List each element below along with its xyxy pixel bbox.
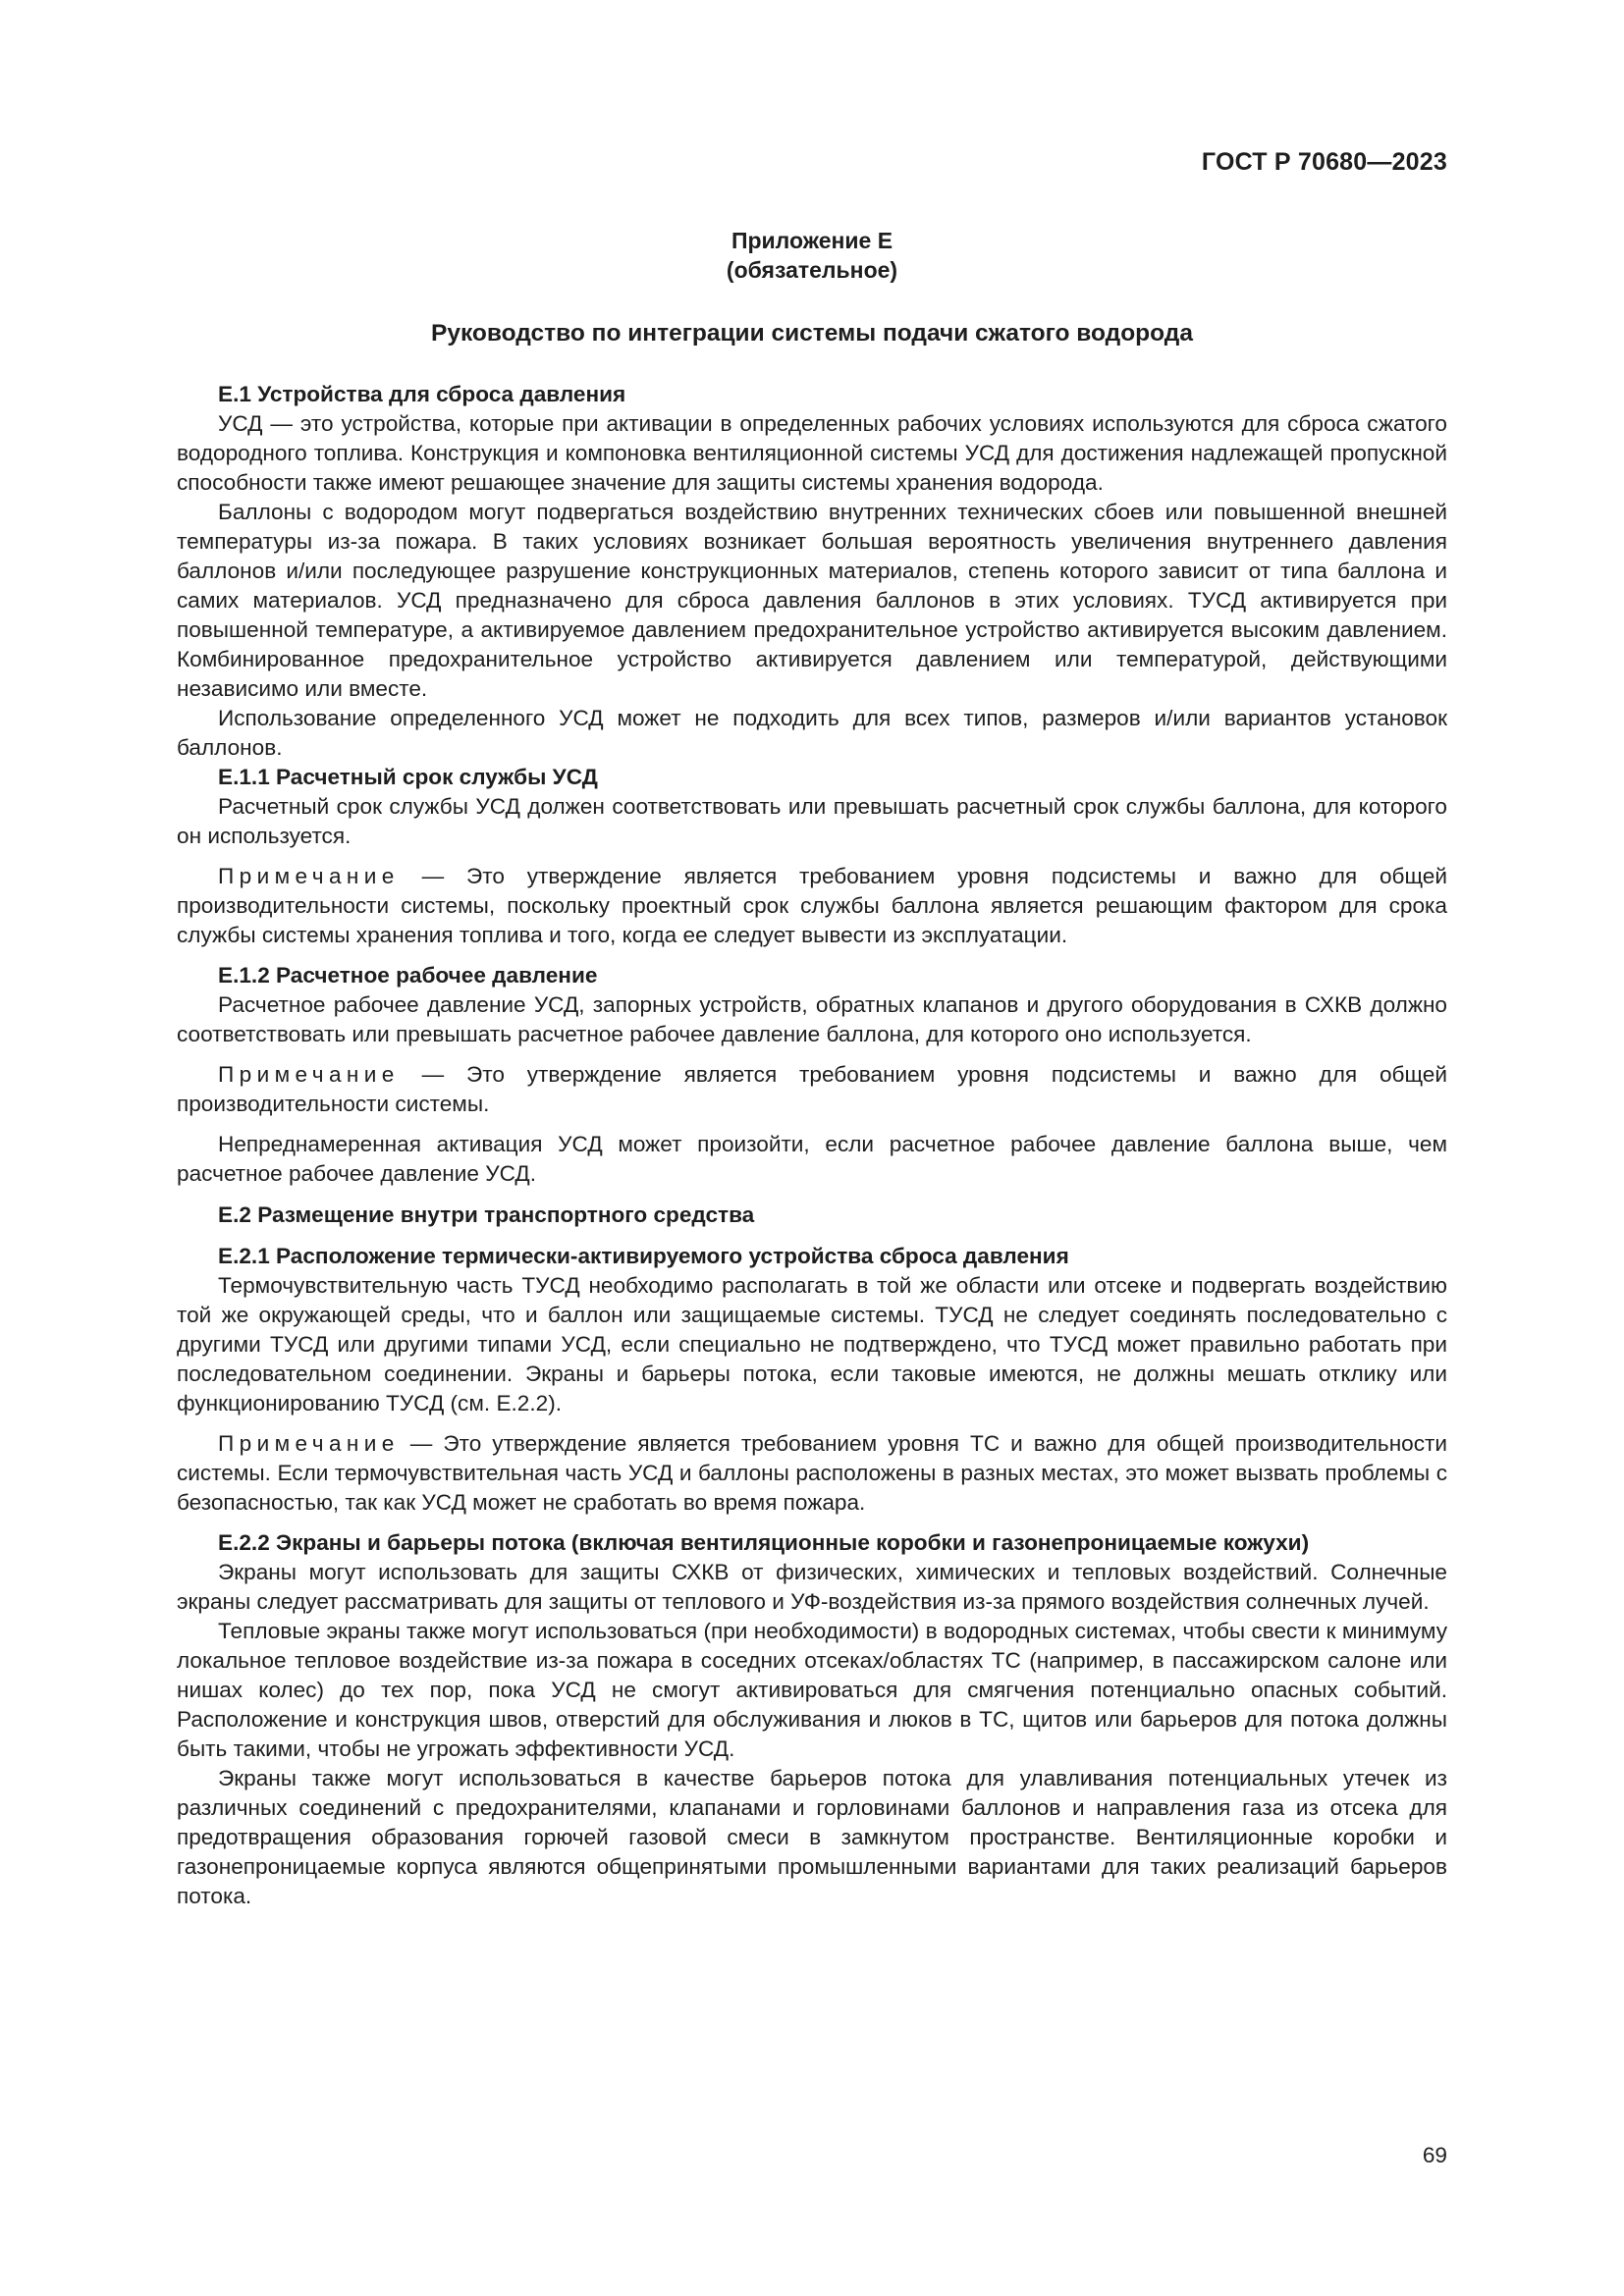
section-heading-e21: Е.2.1 Расположение термически-активируемого устройства сброса давления xyxy=(218,1244,1069,1268)
paragraph-e12-1: Расчетное рабочее давление УСД, запорных устройств, обратных клапанов и другого оборудования в СХКВ должно соответствовать или превышать расчетное рабочее давление баллона, для которого оно используется. xyxy=(177,992,1447,1046)
page-content xyxy=(177,226,1447,1911)
note-text: — Это утверждение является требованием уровня ТС и важно для общей производительности системы. Если термочувствительная часть УСД и баллоны расположены в разных местах, это может вызвать проблемы с безопасностью, так как УСД может не сработать во время пожара. xyxy=(177,1431,1447,1515)
note-label: Примечание xyxy=(218,1062,400,1087)
paragraph-e12-2: Непреднамеренная активация УСД может произойти, если расчетное рабочее давление баллона выше, чем расчетное рабочее давление УСД. xyxy=(177,1132,1447,1186)
note-text: — Это утверждение является требованием уровня подсистемы и важно для общей производительности системы, поскольку проектный срок службы баллона является решающим фактором для срока службы системы хранения топлива и того, когда ее следует вывести из эксплуатации. xyxy=(177,864,1447,947)
section-heading-e1: Е.1 Устройства для сброса давления xyxy=(218,382,626,406)
section-heading-e12: Е.1.2 Расчетное рабочее давление xyxy=(218,963,598,988)
paragraph-e1-3: Использование определенного УСД может не подходить для всех типов, размеров и/или вариантов установок баллонов. xyxy=(177,706,1447,760)
paragraph-e1-1: УСД — это устройства, которые при активации в определенных рабочих условиях используются для сброса сжатого водородного топлива. Конструкция и компоновка вентиляционной системы УСД для достижения надлежащей пропускной способности также имеют решающее значение для защиты системы хранения водорода. xyxy=(177,411,1447,495)
paragraph-e22-2: Тепловые экраны также могут использоваться (при необходимости) в водородных системах, чтобы свести к минимуму локальное тепловое воздействие из-за пожара в соседних отсеках/областях ТС (например, в пассажирском салоне или нишах колес) до тех пор, пока УСД не смогут активироваться для смягчения потенциально опасных событий. Расположение и конструкция швов, отверстий для обслуживания и люков в ТС, щитов или барьеров для потока должны быть такими, чтобы не угрожать эффективности УСД. xyxy=(177,1619,1447,1761)
paragraph-e22-1: Экраны могут использовать для защиты СХКВ от физических, химических и тепловых воздействий. Солнечные экраны следует рассматривать для защиты от теплового и УФ-воздействия из-за прямого воздействия солнечных лучей. xyxy=(177,1560,1447,1614)
page-title: Руководство по интеграции системы подачи сжатого водорода xyxy=(431,320,1193,347)
appendix-title xyxy=(177,226,1447,285)
paragraph-e1-2: Баллоны с водородом могут подвергаться воздействию внутренних технических сбоев или повышенной внешней температуры из-за пожара. В таких условиях возникает большая вероятность увеличения внутреннего давления баллонов и/или последующее разрушение конструкционных материалов, степень которого зависит от типа баллона и самих материалов. УСД предназначено для сброса давления баллонов в этих условиях. ТУСД активируется при повышенной температуре, а активируемое давлением предохранительное устройство активируется высоким давлением. Комбинированное предохранительное устройство активируется давлением или температурой, действующими независимо или вместе. xyxy=(177,500,1447,701)
document-code: ГОСТ Р 70680—2023 xyxy=(1201,148,1447,176)
note-label: Примечание xyxy=(218,864,400,888)
paragraph-e11-1: Расчетный срок службы УСД должен соответствовать или превышать расчетный срок службы баллона, для которого он используется. xyxy=(177,794,1447,848)
section-heading-e2: Е.2 Размещение внутри транспортного средства xyxy=(218,1202,755,1227)
appendix-status: (обязательное) xyxy=(726,257,898,283)
note-label: Примечание xyxy=(218,1431,400,1456)
page-number: 69 xyxy=(1422,2143,1447,2167)
paragraph-e22-3: Экраны также могут использоваться в качестве барьеров потока для улавливания потенциальных утечек из различных соединений с предохранителями, клапанами и горловинами баллонов и направления газа из отсека для предотвращения образования горючей газовой смеси в замкнутом пространстве. Вентиляционные коробки и газонепроницаемые корпуса являются общепринятыми промышленными вариантами для таких реализаций барьеров потока. xyxy=(177,1766,1447,1908)
note-e11 xyxy=(177,862,1447,950)
appendix-label: Приложение Е xyxy=(731,228,893,253)
note-text: — Это утверждение является требованием уровня подсистемы и важно для общей производительности системы. xyxy=(177,1062,1447,1116)
note-e21 xyxy=(177,1429,1447,1518)
note-e12 xyxy=(177,1060,1447,1119)
paragraph-e21-1: Термочувствительную часть ТУСД необходимо располагать в той же области или отсеке и подвергать воздействию той же окружающей среды, что и баллон или защищаемые системы. ТУСД не следует соединять последовательно с другими ТУСД или другими типами УСД, если специально не подтверждено, что ТУСД может правильно работать при последовательном соединении. Экраны и барьеры потока, если таковые имеются, не должны мешать отклику или функционированию ТУСД (см. Е.2.2). xyxy=(177,1273,1447,1415)
section-heading-e11: Е.1.1 Расчетный срок службы УСД xyxy=(218,765,598,789)
section-heading-e22: Е.2.2 Экраны и барьеры потока (включая вентиляционные коробки и газонепроницаемые кожухи) xyxy=(218,1530,1310,1555)
